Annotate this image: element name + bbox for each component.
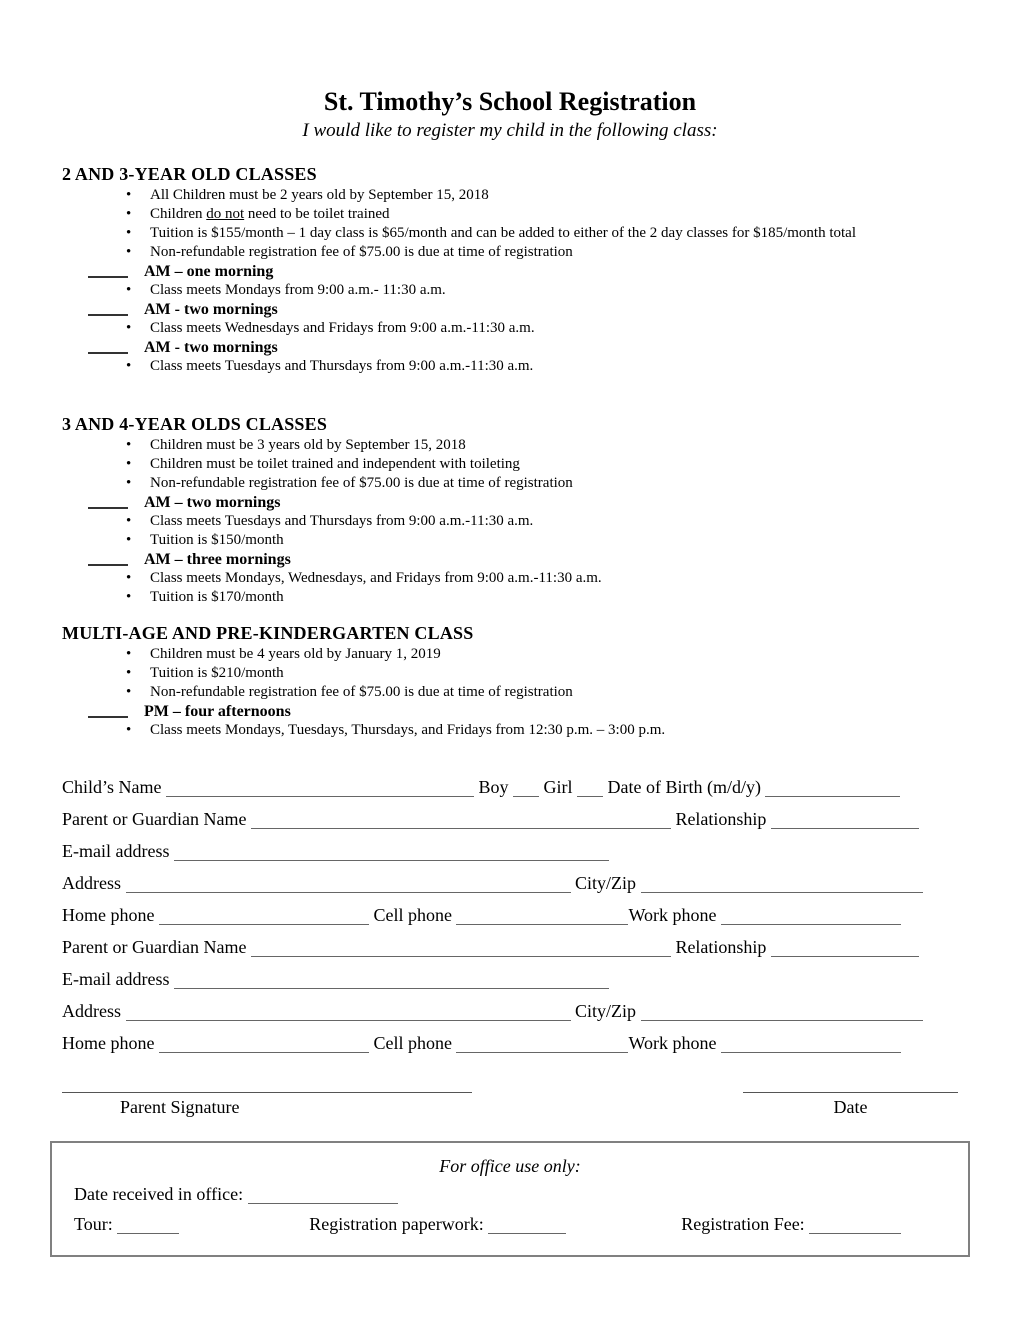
parent2-name-blank[interactable] [251, 940, 671, 957]
date-received-blank[interactable] [248, 1187, 398, 1204]
parent2-relationship-blank[interactable] [771, 940, 919, 957]
bullet-text-pre: Children [150, 206, 207, 222]
parent2-phones-line [62, 1030, 958, 1056]
class-option [62, 262, 958, 281]
parent1-email-line [62, 838, 958, 864]
class-option-label: AM – three mornings [144, 551, 291, 568]
parent1-address-line [62, 870, 958, 896]
section-heading: 3 AND 4-YEAR OLDS CLASSES [62, 414, 328, 434]
class-option [62, 702, 958, 721]
bullet-item: • Class meets Mondays from 9:00 a.m.- 11:30 a.m. [62, 281, 958, 300]
office-use-box [50, 1141, 970, 1257]
bullet-item: • Tuition is $170/month [62, 588, 958, 607]
dob-blank[interactable] [765, 780, 900, 797]
parent1-cell-phone-blank[interactable] [456, 908, 628, 925]
parent1-name-blank[interactable] [251, 812, 671, 829]
boy-blank[interactable] [513, 780, 539, 797]
tour-field [74, 1209, 179, 1239]
parent-signature-blank[interactable] [62, 1092, 472, 1093]
boy-label: Boy [478, 777, 509, 797]
registration-paperwork-label: Registration paperwork: [309, 1214, 484, 1234]
bullet-item: • Non-refundable registration fee of $75.00 is due at time of registration [62, 243, 958, 262]
class-option [62, 300, 958, 319]
parent2-email-blank[interactable] [174, 972, 609, 989]
parent-name-label: Parent or Guardian Name [62, 937, 247, 957]
girl-label: Girl [543, 777, 573, 797]
cell-phone-label: Cell phone [373, 1033, 452, 1053]
girl-blank[interactable] [577, 780, 603, 797]
date-field [743, 1092, 958, 1119]
class-option-label: AM - two mornings [144, 301, 278, 318]
bullet-item: • Children must be toilet trained and independent with toileting [62, 455, 958, 474]
parent2-address-blank[interactable] [126, 1004, 571, 1021]
parent2-email-line [62, 966, 958, 992]
registration-fee-blank[interactable] [809, 1217, 901, 1234]
parent1-work-phone-blank[interactable] [721, 908, 901, 925]
class-selection-blank[interactable] [88, 552, 128, 566]
parent1-phones-line [62, 902, 958, 928]
email-label: E-mail address [62, 841, 170, 861]
section-multi-age-pre-kindergarten [62, 621, 958, 740]
parent2-name-line [62, 934, 958, 960]
child-name-line [62, 774, 958, 800]
cell-phone-label: Cell phone [373, 905, 452, 925]
tour-blank[interactable] [117, 1217, 179, 1234]
parent-name-label: Parent or Guardian Name [62, 809, 247, 829]
parent1-address-blank[interactable] [126, 876, 571, 893]
section-3-4-year-olds-classes [62, 412, 958, 607]
parent2-cell-phone-blank[interactable] [456, 1036, 628, 1053]
section-2-3-year-old-classes [62, 162, 958, 376]
class-option-label: AM – one morning [144, 263, 274, 280]
parent1-home-phone-blank[interactable] [159, 908, 369, 925]
child-name-blank[interactable] [166, 780, 474, 797]
registration-fee-label: Registration Fee: [681, 1214, 805, 1234]
child-name-label: Child’s Name [62, 777, 162, 797]
email-label: E-mail address [62, 969, 170, 989]
bullet-item: • Tuition is $210/month [62, 664, 958, 683]
home-phone-label: Home phone [62, 1033, 155, 1053]
tour-label: Tour: [74, 1214, 113, 1234]
date-label: Date [833, 1097, 868, 1117]
bullet-item: • Class meets Tuesdays and Thursdays from 9:00 a.m.-11:30 a.m. [62, 512, 958, 531]
class-option [62, 338, 958, 357]
address-label: Address [62, 873, 121, 893]
bullet-item: • Children must be 4 years old by January 1, 2019 [62, 645, 958, 664]
section-heading: 2 AND 3-YEAR OLD CLASSES [62, 164, 317, 184]
class-option-label: PM – four afternoons [144, 703, 291, 720]
bullet-item: • Tuition is $155/month – 1 day class is $65/month and can be added to either of the 2 day classes for $185/month total [62, 224, 958, 243]
class-selection-blank[interactable] [88, 264, 128, 278]
registration-paperwork-field [309, 1209, 566, 1239]
form-subtitle: I would like to register my child in the following class: [302, 120, 718, 141]
class-selection-blank[interactable] [88, 704, 128, 718]
date-received-label: Date received in office: [74, 1184, 244, 1204]
parent1-city-zip-blank[interactable] [641, 876, 923, 893]
bullet-item [62, 205, 958, 224]
registration-fee-field [681, 1209, 901, 1239]
bullet-item: • Class meets Mondays, Wednesdays, and Fridays from 9:00 a.m.-11:30 a.m. [62, 569, 958, 588]
parent1-name-line [62, 806, 958, 832]
relationship-label: Relationship [675, 937, 767, 957]
class-option [62, 493, 958, 512]
dob-label: Date of Birth (m/d/y) [607, 777, 761, 797]
parent2-address-line [62, 998, 958, 1024]
parent2-city-zip-blank[interactable] [641, 1004, 923, 1021]
bullet-text-post: need to be toilet trained [244, 206, 390, 222]
work-phone-label: Work phone [628, 905, 717, 925]
parent1-email-blank[interactable] [174, 844, 609, 861]
bullet-item: • Non-refundable registration fee of $75.00 is due at time of registration [62, 683, 958, 702]
bullet-item: • Tuition is $150/month [62, 531, 958, 550]
address-label: Address [62, 1001, 121, 1021]
page-title: St. Timothy’s School Registration [323, 87, 697, 116]
bullet-item: • Class meets Tuesdays and Thursdays from 9:00 a.m.-11:30 a.m. [62, 357, 958, 376]
class-selection-blank[interactable] [88, 340, 128, 354]
bullet-item: • Class meets Mondays, Tuesdays, Thursdays, and Fridays from 12:30 p.m. – 3:00 p.m. [62, 721, 958, 740]
relationship-label: Relationship [675, 809, 767, 829]
class-option-label: AM - two mornings [144, 339, 278, 356]
bullet-text-underlined: do not [206, 206, 245, 222]
city-zip-label: City/Zip [575, 873, 637, 893]
class-selection-blank[interactable] [88, 495, 128, 509]
registrant-info-form [62, 774, 958, 1056]
office-use-title: For office use only: [439, 1156, 581, 1176]
parent2-work-phone-blank[interactable] [721, 1036, 901, 1053]
home-phone-label: Home phone [62, 905, 155, 925]
section-heading: MULTI-AGE AND PRE-KINDERGARTEN CLASS [62, 623, 474, 643]
class-option [62, 550, 958, 569]
signature-section [62, 1092, 958, 1119]
parent-signature-field [62, 1092, 472, 1119]
class-option-label: AM – two mornings [144, 494, 281, 511]
bullet-item: • Class meets Wednesdays and Fridays from 9:00 a.m.-11:30 a.m. [62, 319, 958, 338]
parent1-relationship-blank[interactable] [771, 812, 919, 829]
registration-paperwork-blank[interactable] [488, 1217, 566, 1234]
date-received-line [74, 1179, 946, 1209]
parent-signature-label: Parent Signature [120, 1097, 240, 1117]
date-blank[interactable] [743, 1092, 958, 1093]
bullet-item: • All Children must be 2 years old by September 15, 2018 [62, 186, 958, 205]
class-selection-blank[interactable] [88, 302, 128, 316]
city-zip-label: City/Zip [575, 1001, 637, 1021]
work-phone-label: Work phone [628, 1033, 717, 1053]
parent2-home-phone-blank[interactable] [159, 1036, 369, 1053]
bullet-item: • Non-refundable registration fee of $75.00 is due at time of registration [62, 474, 958, 493]
office-checks-row [74, 1209, 946, 1239]
bullet-item: • Children must be 3 years old by September 15, 2018 [62, 436, 958, 455]
